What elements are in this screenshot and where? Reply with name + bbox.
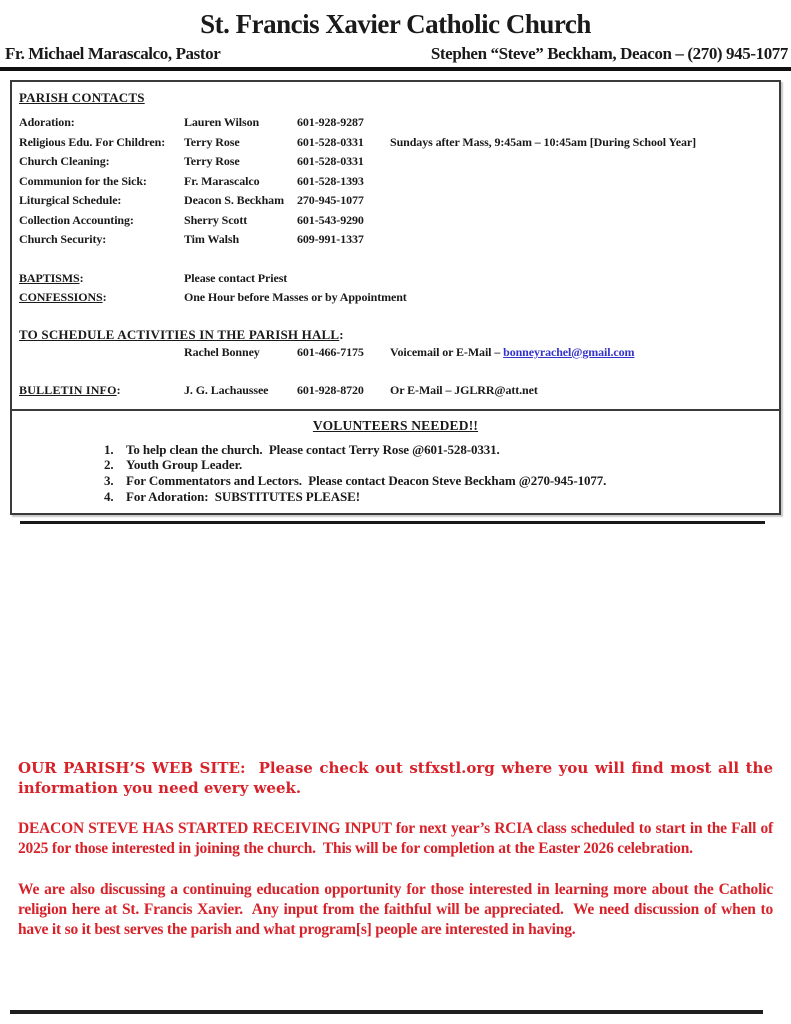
contact-name: Lauren Wilson bbox=[184, 115, 260, 129]
contact-name: Terry Rose bbox=[184, 134, 240, 149]
volunteer-item-text: For Adoration: SUBSTITUTES PLEASE! bbox=[126, 488, 360, 504]
volunteer-item-number: 4. bbox=[104, 488, 114, 504]
email-link[interactable]: bonneyrachel@gmail.com bbox=[503, 344, 635, 359]
volunteer-item bbox=[104, 457, 767, 473]
header-subline bbox=[0, 44, 791, 65]
announcement-paragraph: OUR PARISH’S WEB SITE: Please check out stfxstl.org where you will find most all the information you need every week. bbox=[18, 759, 779, 798]
schedule-contact-phone: 601-466-7175 bbox=[297, 344, 364, 359]
contact-label: Adoration: bbox=[19, 115, 75, 129]
page-bottom-rule bbox=[10, 1010, 763, 1014]
volunteers-section bbox=[12, 409, 779, 514]
contact-row bbox=[19, 133, 771, 153]
sacrament-value: One Hour before Masses or by Appointment bbox=[184, 290, 407, 304]
sacrament-label: CONFESSIONS: bbox=[19, 290, 107, 304]
announcements-section bbox=[18, 758, 779, 940]
contact-note bbox=[390, 230, 771, 250]
contact-note bbox=[390, 191, 771, 211]
contact-row bbox=[19, 172, 771, 192]
bulletin-info-label: BULLETIN INFO: bbox=[19, 383, 121, 397]
schedule-contact-name: Rachel Bonney bbox=[184, 344, 260, 359]
volunteer-item-number: 1. bbox=[104, 441, 114, 457]
contact-row bbox=[19, 152, 771, 172]
contact-name: Fr. Marascalco bbox=[184, 173, 260, 188]
volunteer-item-number: 2. bbox=[104, 457, 114, 473]
info-box bbox=[10, 80, 781, 515]
schedule-heading: TO SCHEDULE ACTIVITIES IN THE PARISH HALL: bbox=[19, 326, 344, 342]
blank-space bbox=[0, 524, 791, 758]
bulletin-contact-note: Or E-Mail – JGLRR@att.net bbox=[390, 383, 538, 397]
contact-rows bbox=[19, 113, 771, 250]
contact-name: Terry Rose bbox=[184, 154, 240, 168]
volunteer-item bbox=[104, 473, 767, 489]
contact-label: Liturgical Schedule: bbox=[19, 193, 122, 207]
contact-phone: 609-991-1337 bbox=[297, 232, 364, 246]
volunteers-list bbox=[104, 442, 767, 505]
pastor-name: Fr. Michael Marascalco, Pastor bbox=[5, 44, 221, 63]
header-rule bbox=[0, 67, 791, 71]
contact-row bbox=[19, 211, 771, 231]
bulletin-info-row bbox=[19, 381, 771, 401]
contact-note: Sundays after Mass, 9:45am – 10:45am [During School Year] bbox=[390, 134, 696, 149]
volunteer-item-text: To help clean the church. Please contact Terry Rose @601-528-0331. bbox=[126, 441, 500, 457]
contact-label: Church Cleaning: bbox=[19, 154, 110, 168]
sacrament-row bbox=[19, 269, 771, 289]
sacrament-label: BAPTISMS: bbox=[19, 270, 84, 285]
contact-note bbox=[390, 152, 771, 172]
volunteer-item-number: 3. bbox=[104, 472, 114, 488]
volunteer-item-text: Youth Group Leader. bbox=[126, 457, 243, 473]
parish-contacts-section bbox=[12, 82, 779, 409]
bulletin-header bbox=[0, 4, 791, 71]
schedule-row bbox=[19, 343, 771, 363]
contact-label: Collection Accounting: bbox=[19, 212, 134, 227]
sacrament-value: Please contact Priest bbox=[184, 270, 288, 285]
contact-label: Church Security: bbox=[19, 232, 107, 246]
contact-row bbox=[19, 191, 771, 211]
bulletin-contact-name: J. G. Lachaussee bbox=[184, 383, 269, 397]
volunteer-item bbox=[104, 489, 767, 505]
schedule-contact-note: Voicemail or E-Mail – bonneyrachel@gmail.com bbox=[390, 344, 635, 359]
contact-row bbox=[19, 230, 771, 250]
sacrament-row bbox=[19, 288, 771, 308]
contact-phone: 601-543-9290 bbox=[297, 212, 364, 227]
volunteers-heading: VOLUNTEERS NEEDED!! bbox=[312, 417, 479, 433]
announcement-paragraph: We are also discussing a continuing education opportunity for those interested in learning more about the Catholic religion here at St. Francis Xavier. Any input from the faithful will be appreciated. We need discussion of when to have it so it best serves the parish and what program[s] people are interested in having. bbox=[18, 881, 777, 939]
contact-name: Deacon S. Beckham bbox=[184, 193, 284, 207]
contact-phone: 601-528-0331 bbox=[297, 154, 364, 168]
sacraments-rows bbox=[19, 269, 771, 308]
contact-phone: 601-528-1393 bbox=[297, 173, 364, 188]
contact-row bbox=[19, 113, 771, 133]
contact-name: Tim Walsh bbox=[184, 232, 240, 246]
contact-note bbox=[390, 172, 771, 192]
contact-note bbox=[390, 211, 771, 231]
contact-name: Sherry Scott bbox=[184, 212, 248, 227]
contact-phone: 270-945-1077 bbox=[297, 193, 364, 207]
contact-phone: 601-928-9287 bbox=[297, 115, 364, 129]
contact-label: Communion for the Sick: bbox=[19, 173, 147, 188]
volunteer-item-text: For Commentators and Lectors. Please contact Deacon Steve Beckham @270-945-1077. bbox=[126, 472, 607, 488]
bulletin-contact-phone: 601-928-8720 bbox=[297, 383, 364, 397]
announcement-paragraph: DEACON STEVE HAS STARTED RECEIVING INPUT for next year’s RCIA class scheduled to start in the Fall of 2025 for those interested in joining the church. This will be for completion at the Easter 2026 celebration. bbox=[18, 820, 777, 858]
page-title: St. Francis Xavier Catholic Church bbox=[200, 9, 591, 39]
deacon-name: Stephen “Steve” Beckham, Deacon – (270) 945-1077 bbox=[430, 44, 788, 63]
parish-contacts-heading: PARISH CONTACTS bbox=[19, 90, 145, 105]
volunteer-item bbox=[104, 442, 767, 458]
contact-note bbox=[390, 113, 771, 133]
contact-phone: 601-528-0331 bbox=[297, 134, 364, 149]
contact-label: Religious Edu. For Children: bbox=[19, 134, 166, 149]
